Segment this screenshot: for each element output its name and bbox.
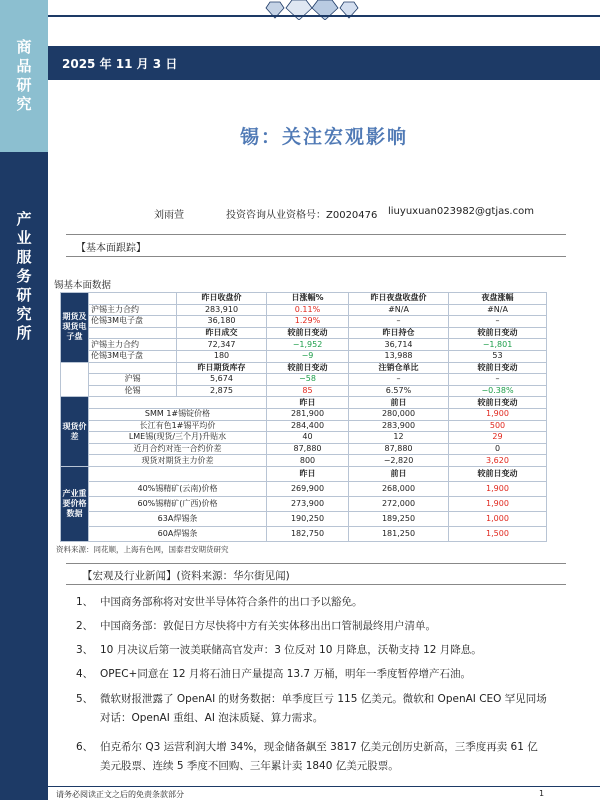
footer-rule: [48, 786, 600, 787]
group-label: 产业重要价格数据: [61, 466, 89, 541]
source-note: 资料来源：同花顺，上海有色网，国泰君安期货研究: [56, 545, 229, 554]
table-row: 沪锡 5,674 −58 – –: [61, 374, 547, 386]
table-row: 沪锡主力合约 283,910 0.11% #N/A #N/A: [61, 304, 547, 316]
sidebar-bottom-band: [0, 152, 48, 800]
table-row: 昨日成交 较前日变动 昨日持仓 较前日变动: [61, 327, 547, 339]
author-email[interactable]: liuyuxuan023982@gtjas.com: [388, 206, 534, 217]
section-rule-top: [66, 234, 566, 235]
table-row: 昨日期货库存 较前日变动 注销仓单比 较前日变动: [61, 362, 547, 374]
gems-logo-icon: [262, 0, 362, 20]
table-row: 产业重要价格数据 昨日 前日 较前日变动: [61, 466, 547, 481]
report-date: 2025 年 11 月 3 日: [62, 57, 178, 71]
news-item: 2、 中国商务部：敦促日方尽快将中方有关实体移出出口管制最终用户清单。: [76, 620, 436, 632]
news-item: 4、 OPEC+同意在 12 月将石油日产量提高 13.7 万桶，明年一季度暂停增产石油。: [76, 668, 471, 680]
table-row: LME锡(现货/三个月)升贴水 40 12 29: [61, 432, 547, 444]
table-row: SMM 1#锡锭价格 281,900 280,000 1,900: [61, 408, 547, 420]
news-item: 6、 伯克希尔 Q3 运营利润大增 34%，现金储备飙至 3817 亿美元创历史新高，三季度再卖 61 亿美元股票、连续 5 季度不回购、三年累计卖 1840 亿美元股票。: [76, 741, 538, 772]
page-number: 1: [539, 789, 545, 798]
author-license: 投资咨询从业资格号：Z0020476: [226, 210, 378, 221]
sidebar-label-commodity: 商 品 研 究: [16, 38, 32, 113]
table-row: 60A焊锡条 182,750 181,250 1,500: [61, 526, 547, 541]
news-header: 【宏观及行业新闻】(资料来源：华尔街见闻): [82, 570, 290, 582]
table-row: 现货价差 昨日 前日 较前日变动: [61, 397, 547, 409]
report-title: 锡：关注宏观影响: [239, 126, 408, 148]
table-row: 伦锡3M电子盘 180 −9 13,988 53: [61, 350, 547, 362]
fundamentals-header: 【基本面跟踪】: [76, 243, 146, 254]
fundamentals-table: [60, 292, 547, 542]
sidebar-top-band: [0, 0, 48, 152]
footer-disclaimer[interactable]: 请务必阅读正文之后的免责条款部分: [56, 790, 184, 799]
table-row: 沪锡主力合约 72,347 −1,952 36,714 −1,801: [61, 339, 547, 351]
section-rule-bottom: [66, 256, 566, 257]
author-name: 刘雨萱: [154, 210, 184, 221]
group-label: 现货价差: [61, 397, 89, 467]
header-rule: [48, 15, 600, 17]
table-title: 锡基本面数据: [54, 280, 112, 291]
sidebar-label-institute: 产 业 服 务 研 究 所: [16, 210, 32, 342]
table-row: 长江有色1#锡平均价 284,400 283,900 500: [61, 420, 547, 432]
table-row: 40%锡精矿(云南)价格 269,900 268,000 1,900: [61, 481, 547, 496]
table-row: 期货及现货电子盘 昨日收盘价 日涨幅% 昨日夜盘收盘价 夜盘涨幅: [61, 293, 547, 305]
table-row: 63A焊锡条 190,250 189,250 1,000: [61, 511, 547, 526]
table-row: 60%锡精矿(广西)价格 273,900 272,000 1,900: [61, 496, 547, 511]
group-label: 期货及现货电子盘: [61, 293, 89, 363]
news-rule-bottom: [66, 584, 566, 585]
news-item: 1、 中国商务部称将对安世半导体符合条件的出口予以豁免。: [76, 596, 363, 608]
table-row: 近月合约对连一合约价差 87,880 87,880 0: [61, 443, 547, 455]
table-row: 伦锡 2,875 85 6.57% −0.38%: [61, 385, 547, 397]
news-item: 5、 微软财报泄露了 OpenAI 的财务数据：单季度巨亏 115 亿美元。微软和 OpenAI CEO 罕见同场对话：OpenAI 重组、AI 泡沫质疑、算力需求。: [76, 693, 547, 724]
date-bar: [48, 46, 600, 80]
table-row: 伦锡3M电子盘 36,180 1.29% – –: [61, 316, 547, 328]
news-item: 3、 10 月决议后第一波美联储高官发声：3 位反对 10 月降息，沃勒支持 12 月降息。: [76, 644, 482, 656]
news-rule-top: [66, 563, 566, 564]
table-row: 现货对期货主力价差 800 −2,820 3,620: [61, 455, 547, 467]
